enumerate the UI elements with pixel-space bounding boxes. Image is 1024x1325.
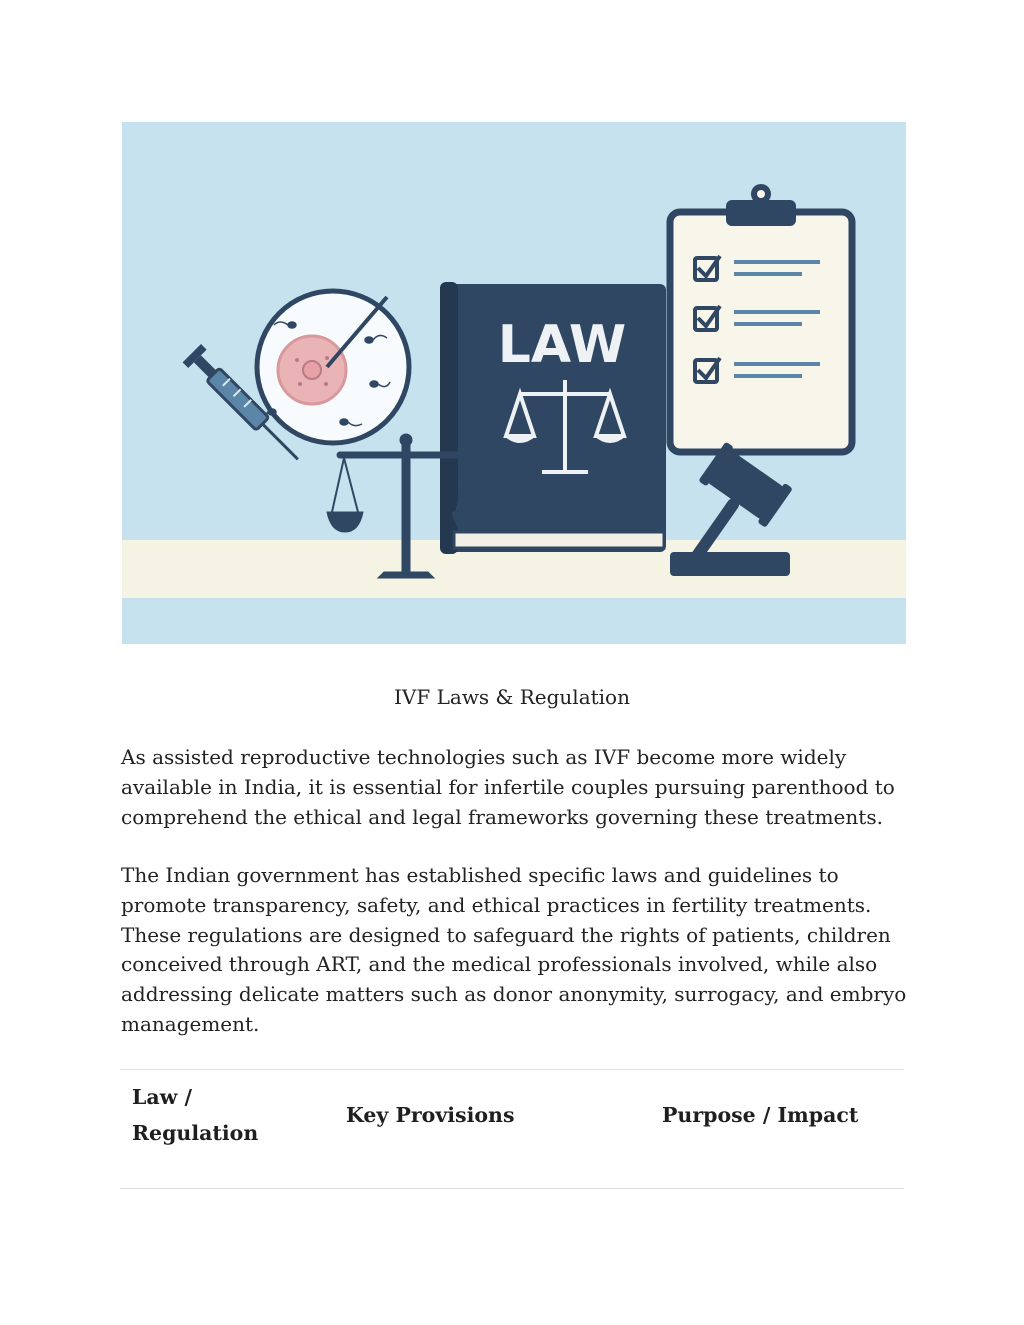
laws-table xyxy=(120,1069,904,1189)
regulation-paragraph: The Indian government has established specific laws and guidelines to promote transparency, safety, and ethical practices in fertility treatments. These regulations are designed to safeguard the rights of patients, children conceived through ART, and the medical professionals involved, while also addressing delicate matters such as donor anonymity, surrogacy, and embryo management. xyxy=(121,863,907,1036)
hero-illustration xyxy=(122,122,906,644)
intro-paragraph: As assisted reproductive technologies such as IVF become more widely available in India, it is essential for infertile couples pursuing parenthood to comprehend the ethical and legal frameworks governing these treatments. xyxy=(121,745,895,829)
book-title: LAW xyxy=(497,315,627,375)
table-header-provisions: Key Provisions xyxy=(346,1103,515,1127)
image-caption: IVF Laws & Regulation xyxy=(394,685,630,709)
table-header-purpose: Purpose / Impact xyxy=(662,1103,859,1127)
egg-cell-icon xyxy=(254,291,409,443)
table-header-law: Law / Regulation xyxy=(132,1085,259,1145)
checklist-clipboard-icon xyxy=(670,184,852,452)
